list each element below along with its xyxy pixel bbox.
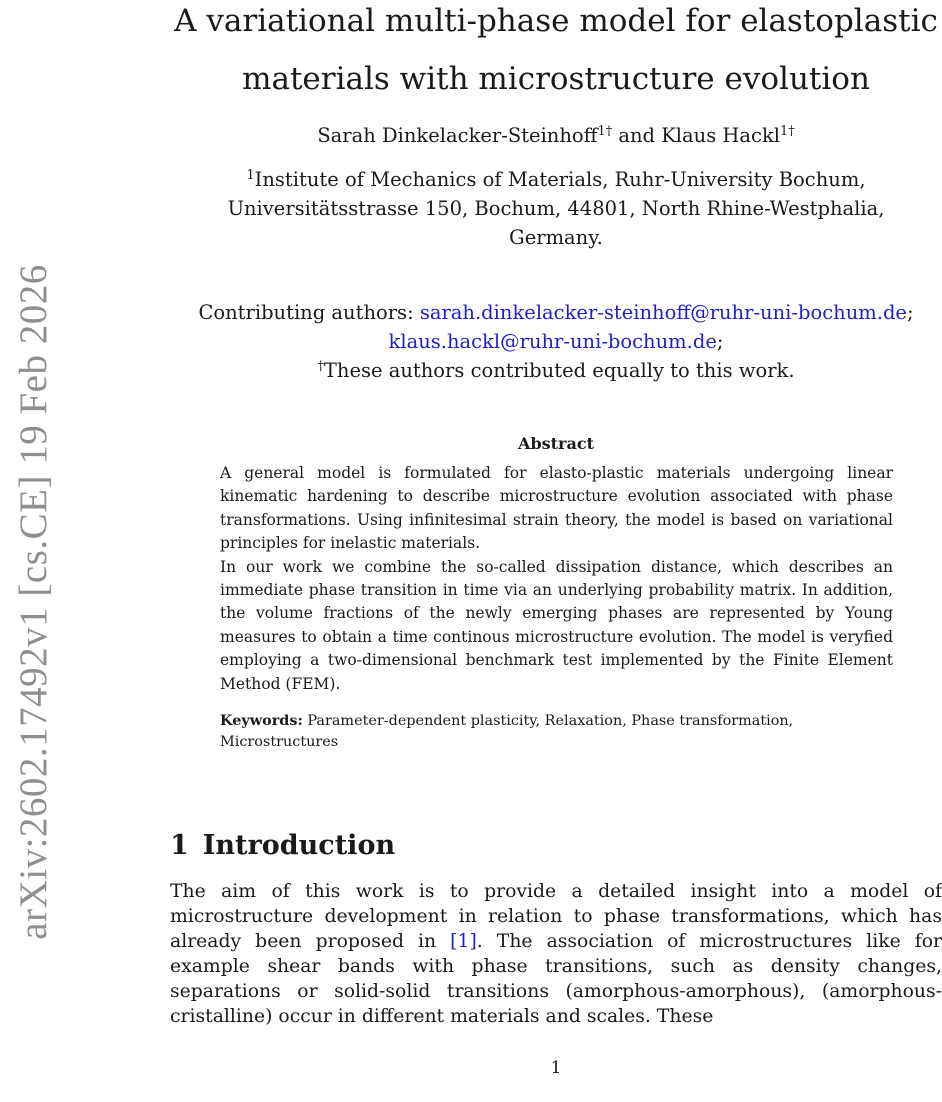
section-title: Introduction: [202, 830, 396, 861]
email-link-sarah[interactable]: sarah.dinkelacker-steinhoff@ruhr-uni-bochum.de: [419, 301, 907, 324]
author-2-name: Klaus Hackl: [661, 124, 781, 147]
author-conjunction: and: [618, 124, 656, 147]
intro-text-after-ref: . The association of microstructures like for example shear bands with phase transitions, such as density changes, separations or solid-solid transitions (amorphous-amorphous), (amorphous-cristalline) occur in different materials and scales. These: [170, 931, 942, 1027]
contributing-label: Contributing authors:: [198, 301, 414, 324]
arxiv-stamp: arXiv:2602.17492v1 [cs.CE] 19 Feb 2026: [12, 264, 55, 940]
email-separator: ;: [716, 330, 724, 353]
equal-contribution-mark: †: [317, 358, 324, 374]
title-line-2: materials with microstructure evolution: [242, 61, 870, 97]
page-number: 1: [550, 1058, 562, 1078]
equal-contribution-note: These authors contributed equally to this work.: [323, 359, 795, 382]
abstract-heading: Abstract: [518, 434, 594, 453]
author-1-marks: 1†: [597, 123, 613, 139]
paper-title: [170, 0, 942, 108]
abstract-body: [220, 462, 893, 696]
intro-paragraph: [170, 879, 942, 1029]
title-line-1: A variational multi-phase model for elastoplastic: [174, 3, 938, 39]
contributing-authors: [170, 298, 942, 385]
abstract-paragraph-1: A general model is formulated for elasto-plastic materials undergoing linear kinematic hardening to describe microstructure evolution associated with phase transformations. Using infinitesimal strain theory, the model is based on variational principles for inelastic materials.: [220, 464, 893, 553]
affiliation-line-1: Institute of Mechanics of Materials, Ruhr-University Bochum,: [254, 168, 866, 191]
section-number: 1: [170, 830, 189, 861]
author-2-marks: 1†: [780, 123, 795, 139]
affiliation-mark: 1: [246, 167, 255, 183]
intro-text-before-ref: The aim of this work is to provide a detailed insight into a model of microstructure development in relation to phase transformations, which has already been proposed in: [170, 881, 942, 952]
email-link-klaus[interactable]: klaus.hackl@ruhr-uni-bochum.de: [388, 330, 717, 353]
citation-link[interactable]: [1]: [450, 931, 477, 952]
email-separator: ;: [906, 301, 914, 324]
keywords: [220, 710, 893, 753]
affiliation-line-3: Germany.: [509, 226, 603, 249]
author-1-name: Sarah Dinkelacker-Steinhoff: [317, 124, 598, 147]
affiliation: [170, 165, 942, 252]
keywords-text: Parameter-dependent plasticity, Relaxation, Phase transformation, Microstructures: [220, 713, 794, 750]
affiliation-line-2: Universitätsstrasse 150, Bochum, 44801, North Rhine-Westphalia,: [227, 197, 885, 220]
section-heading: [170, 826, 395, 866]
abstract-paragraph-2: In our work we combine the so-called dissipation distance, which describes an immediate phase transition in time via an underlying probability matrix. In addition, the volume fractions of the newly emerging phases are represented by Young measures to obtain a time continous microstructure evolution. The model is veryfied employing a two-dimensional benchmark test implemented by the Finite Element Method (FEM).: [220, 557, 893, 693]
author-list: [170, 119, 942, 153]
keywords-label: Keywords:: [220, 712, 303, 729]
